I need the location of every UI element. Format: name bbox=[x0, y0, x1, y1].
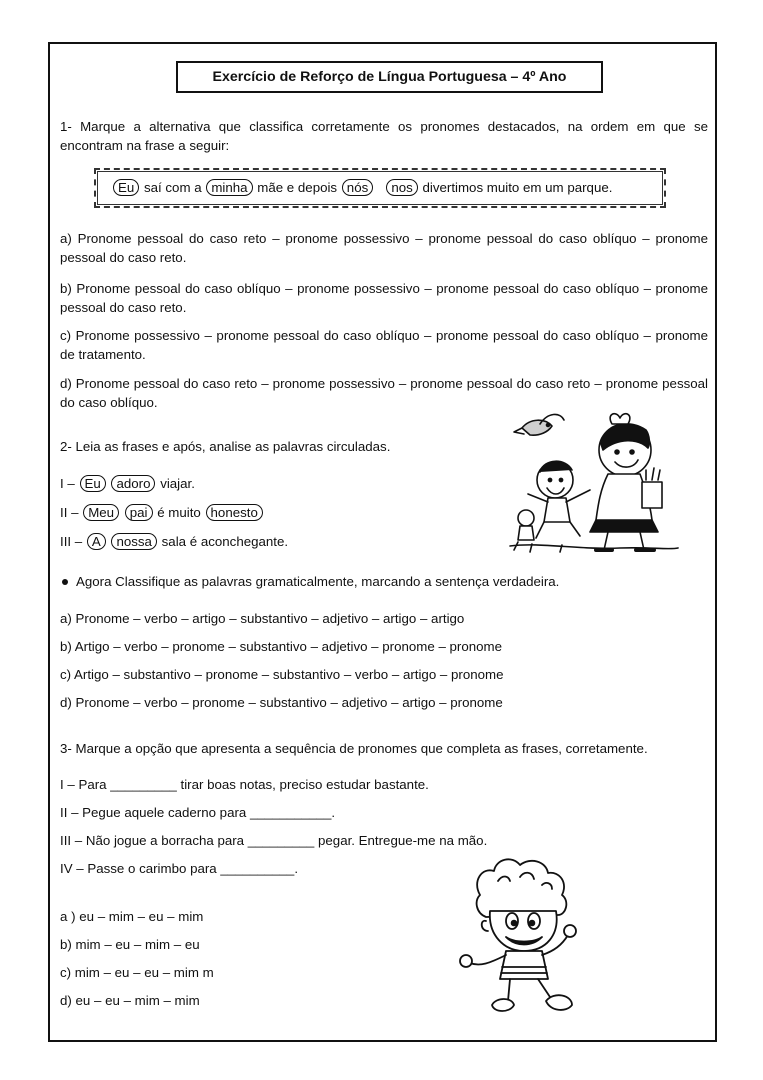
circled-word: Eu bbox=[80, 475, 106, 492]
circled-word: nós bbox=[342, 179, 373, 196]
sentence-text: saí com a bbox=[143, 180, 202, 195]
circled-word: nos bbox=[386, 179, 417, 196]
q2-sentence-3 bbox=[60, 532, 480, 551]
circled-word: Meu bbox=[83, 504, 119, 521]
q2-sentence-2 bbox=[60, 503, 480, 522]
q2-instruction bbox=[60, 572, 708, 591]
circled-word: A bbox=[87, 533, 106, 550]
instruction-text: Agora Classifique as palavras gramaticalmente, marcando a sentença verdadeira. bbox=[76, 574, 560, 589]
sentence-text: divertimos muito em um parque. bbox=[422, 180, 613, 195]
q3-option-a[interactable]: a ) eu – mim – eu – mim bbox=[60, 909, 204, 924]
line-label: III – bbox=[60, 534, 83, 549]
q3-line-i: I – Para _________ tirar boas notas, preciso estudar bastante. bbox=[60, 777, 429, 792]
circled-word: honesto bbox=[206, 504, 263, 521]
q1-sentence bbox=[97, 171, 663, 205]
q3-prompt: 3- Marque a opção que apresenta a sequência de pronomes que completa as frases, corretamente. bbox=[60, 741, 648, 756]
q2-sentence-1 bbox=[60, 474, 480, 493]
q3-line-iv: IV – Passe o carimbo para __________. bbox=[60, 861, 299, 876]
q3-line-iii: III – Não jogue a borracha para _________ pegar. Entregue-me na mão. bbox=[60, 833, 488, 848]
circled-word: adoro bbox=[111, 475, 155, 492]
circled-word: Eu bbox=[113, 179, 139, 196]
q2-option-c[interactable]: c) Artigo – substantivo – pronome – substantivo – verbo – artigo – pronome bbox=[60, 667, 504, 682]
q1-option-b[interactable]: b) Pronome pessoal do caso oblíquo – pronome possessivo – pronome pessoal do caso oblíquo – pronome pessoal do caso reto. bbox=[60, 281, 708, 315]
q2-option-a[interactable]: a) Pronome – verbo – artigo – substantivo – adjetivo – artigo – artigo bbox=[60, 611, 465, 626]
page-title: Exercício de Reforço de Língua Portuguesa – 4º Ano bbox=[176, 61, 603, 93]
q3-line-ii: II – Pegue aquele caderno para ___________. bbox=[60, 805, 336, 820]
kids-playing-illustration bbox=[500, 410, 680, 560]
q2-prompt: 2- Leia as frases e após, analise as palavras circuladas. bbox=[60, 439, 391, 454]
line-label: II – bbox=[60, 505, 79, 520]
q3-option-b[interactable]: b) mim – eu – mim – eu bbox=[60, 937, 200, 952]
circled-word: nossa bbox=[111, 533, 156, 550]
running-boy-illustration bbox=[450, 855, 600, 1025]
q1-prompt: 1- Marque a alternativa que classifica corretamente os pronomes destacados, na ordem em que se encontram na frase a seguir: bbox=[60, 119, 708, 153]
bullet-icon bbox=[62, 579, 68, 585]
q2-option-d[interactable]: d) Pronome – verbo – pronome – substantivo – adjetivo – artigo – pronome bbox=[60, 695, 503, 710]
sentence-text: viajar. bbox=[160, 476, 195, 491]
circled-word: pai bbox=[125, 504, 153, 521]
sentence-text: sala é aconchegante. bbox=[161, 534, 289, 549]
sentence-text: é muito bbox=[157, 505, 201, 520]
q1-option-a[interactable]: a) Pronome pessoal do caso reto – pronome possessivo – pronome pessoal do caso oblíquo – pronome pessoal do caso reto. bbox=[60, 231, 708, 265]
q3-option-c[interactable]: c) mim – eu – eu – mim m bbox=[60, 965, 214, 980]
sentence-text: mãe e depois bbox=[257, 180, 338, 195]
circled-word: minha bbox=[206, 179, 252, 196]
q1-option-c[interactable]: c) Pronome possessivo – pronome pessoal do caso oblíquo – pronome pessoal do caso oblíquo – pronome de tratamento. bbox=[60, 328, 708, 362]
q2-option-b[interactable]: b) Artigo – verbo – pronome – substantivo – adjetivo – pronome – pronome bbox=[60, 639, 503, 654]
q1-option-d[interactable]: d) Pronome pessoal do caso reto – pronome possessivo – pronome pessoal do caso reto – pronome pessoal do caso oblíquo. bbox=[60, 376, 708, 410]
line-label: I – bbox=[60, 476, 75, 491]
q3-option-d[interactable]: d) eu – eu – mim – mim bbox=[60, 993, 200, 1008]
